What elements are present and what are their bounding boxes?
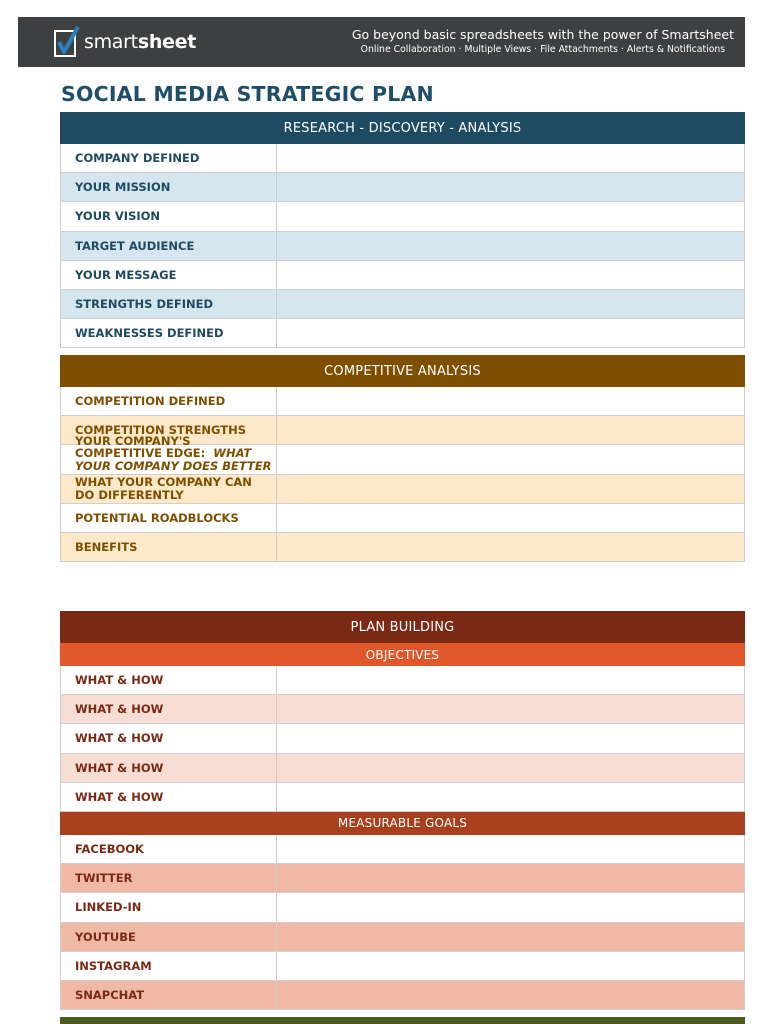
tagline-features: Online Collaboration · Multiple Views · File Attachments · Alerts & Notifications xyxy=(360,44,726,55)
banner-tagline xyxy=(352,27,734,56)
table-row[interactable] xyxy=(60,290,745,319)
table-row[interactable] xyxy=(60,783,745,812)
research-section xyxy=(60,112,745,348)
row-label: SNAPCHAT xyxy=(61,981,277,1009)
row-label: WHAT & HOW xyxy=(61,666,277,694)
row-label: FACEBOOK xyxy=(61,835,277,863)
table-row[interactable] xyxy=(60,835,745,864)
row-input[interactable] xyxy=(277,666,744,694)
plan-building-section xyxy=(60,611,745,1010)
checkmark-logo-icon xyxy=(54,26,80,58)
row-input[interactable] xyxy=(277,173,744,201)
table-row[interactable] xyxy=(60,533,745,562)
research-header: RESEARCH - DISCOVERY - ANALYSIS xyxy=(60,112,745,144)
row-label-differently xyxy=(61,475,277,503)
table-row[interactable] xyxy=(60,232,745,261)
row-input[interactable] xyxy=(277,144,744,172)
row-label: INSTAGRAM xyxy=(61,952,277,980)
objectives-header: OBJECTIVES xyxy=(60,643,745,666)
label-line: DO DIFFERENTLY xyxy=(75,487,184,502)
page-title: SOCIAL MEDIA STRATEGIC PLAN xyxy=(61,82,434,106)
tagline-headline: Go beyond basic spreadsheets with the power of Smartsheet xyxy=(351,27,734,42)
logo-wordmark: smartsheet xyxy=(84,31,197,53)
table-row[interactable] xyxy=(60,864,745,893)
row-label: POTENTIAL ROADBLOCKS xyxy=(61,504,277,532)
row-input[interactable] xyxy=(277,319,744,347)
table-row[interactable] xyxy=(60,173,745,202)
row-label: BENEFITS xyxy=(61,533,277,561)
row-input[interactable] xyxy=(277,261,744,289)
row-label: WHAT & HOW xyxy=(61,754,277,782)
row-input[interactable] xyxy=(277,835,744,863)
row-input[interactable] xyxy=(277,290,744,318)
table-row[interactable] xyxy=(60,475,745,504)
competitive-section xyxy=(60,355,745,562)
row-label: YOUR MESSAGE xyxy=(61,261,277,289)
row-label-competitive-edge xyxy=(61,433,277,473)
row-input[interactable] xyxy=(277,783,744,811)
row-label: YOUTUBE xyxy=(61,923,277,951)
table-row[interactable] xyxy=(60,754,745,783)
label-line: COMPETITIVE EDGE: WHAT xyxy=(75,446,252,461)
smartsheet-logo xyxy=(54,25,196,59)
label-line: WHAT YOUR COMPANY CAN xyxy=(75,475,252,490)
row-input[interactable] xyxy=(277,387,744,415)
smartsheet-banner[interactable] xyxy=(18,17,745,67)
table-row[interactable] xyxy=(60,202,745,231)
table-row[interactable] xyxy=(60,695,745,724)
row-input[interactable] xyxy=(277,893,744,921)
row-input[interactable] xyxy=(277,923,744,951)
row-input[interactable] xyxy=(277,202,744,230)
row-input[interactable] xyxy=(277,475,744,503)
table-row[interactable] xyxy=(60,724,745,753)
table-row[interactable] xyxy=(60,666,745,695)
row-label: COMPANY DEFINED xyxy=(61,144,277,172)
table-row[interactable] xyxy=(60,144,745,173)
label-line: YOUR COMPANY DOES BETTER xyxy=(75,458,272,473)
row-input[interactable] xyxy=(277,864,744,892)
row-input[interactable] xyxy=(277,981,744,1009)
row-input[interactable] xyxy=(277,504,744,532)
row-input[interactable] xyxy=(277,695,744,723)
next-section-header-bar xyxy=(60,1017,745,1024)
label-line: YOUR COMPANY'S xyxy=(75,433,191,448)
row-label: TARGET AUDIENCE xyxy=(61,232,277,260)
measurable-goals-header: MEASURABLE GOALS xyxy=(60,812,745,835)
table-row[interactable] xyxy=(60,387,745,416)
table-row[interactable] xyxy=(60,319,745,348)
row-input[interactable] xyxy=(277,754,744,782)
table-row[interactable] xyxy=(60,893,745,922)
row-label: YOUR VISION xyxy=(61,202,277,230)
row-label: WHAT & HOW xyxy=(61,695,277,723)
row-input[interactable] xyxy=(277,416,744,444)
row-label: WHAT & HOW xyxy=(61,783,277,811)
row-input[interactable] xyxy=(277,724,744,752)
row-label: WEAKNESSES DEFINED xyxy=(61,319,277,347)
row-input[interactable] xyxy=(277,952,744,980)
row-label: WHAT & HOW xyxy=(61,724,277,752)
row-label: STRENGTHS DEFINED xyxy=(61,290,277,318)
competitive-header: COMPETITIVE ANALYSIS xyxy=(60,355,745,387)
row-input[interactable] xyxy=(277,533,744,561)
row-label: LINKED-IN xyxy=(61,893,277,921)
row-input[interactable] xyxy=(277,232,744,260)
row-label: COMPETITION DEFINED xyxy=(61,387,277,415)
table-row[interactable] xyxy=(60,261,745,290)
row-label: COMPETITION STRENGTHS xyxy=(61,416,277,444)
table-row[interactable] xyxy=(60,433,745,474)
row-label: YOUR MISSION xyxy=(61,173,277,201)
plan-building-header: PLAN BUILDING xyxy=(60,611,745,643)
table-row[interactable] xyxy=(60,923,745,952)
row-input[interactable] xyxy=(277,445,744,473)
row-label: TWITTER xyxy=(61,864,277,892)
table-row[interactable] xyxy=(60,504,745,533)
table-row[interactable] xyxy=(60,952,745,981)
table-row[interactable] xyxy=(60,981,745,1010)
